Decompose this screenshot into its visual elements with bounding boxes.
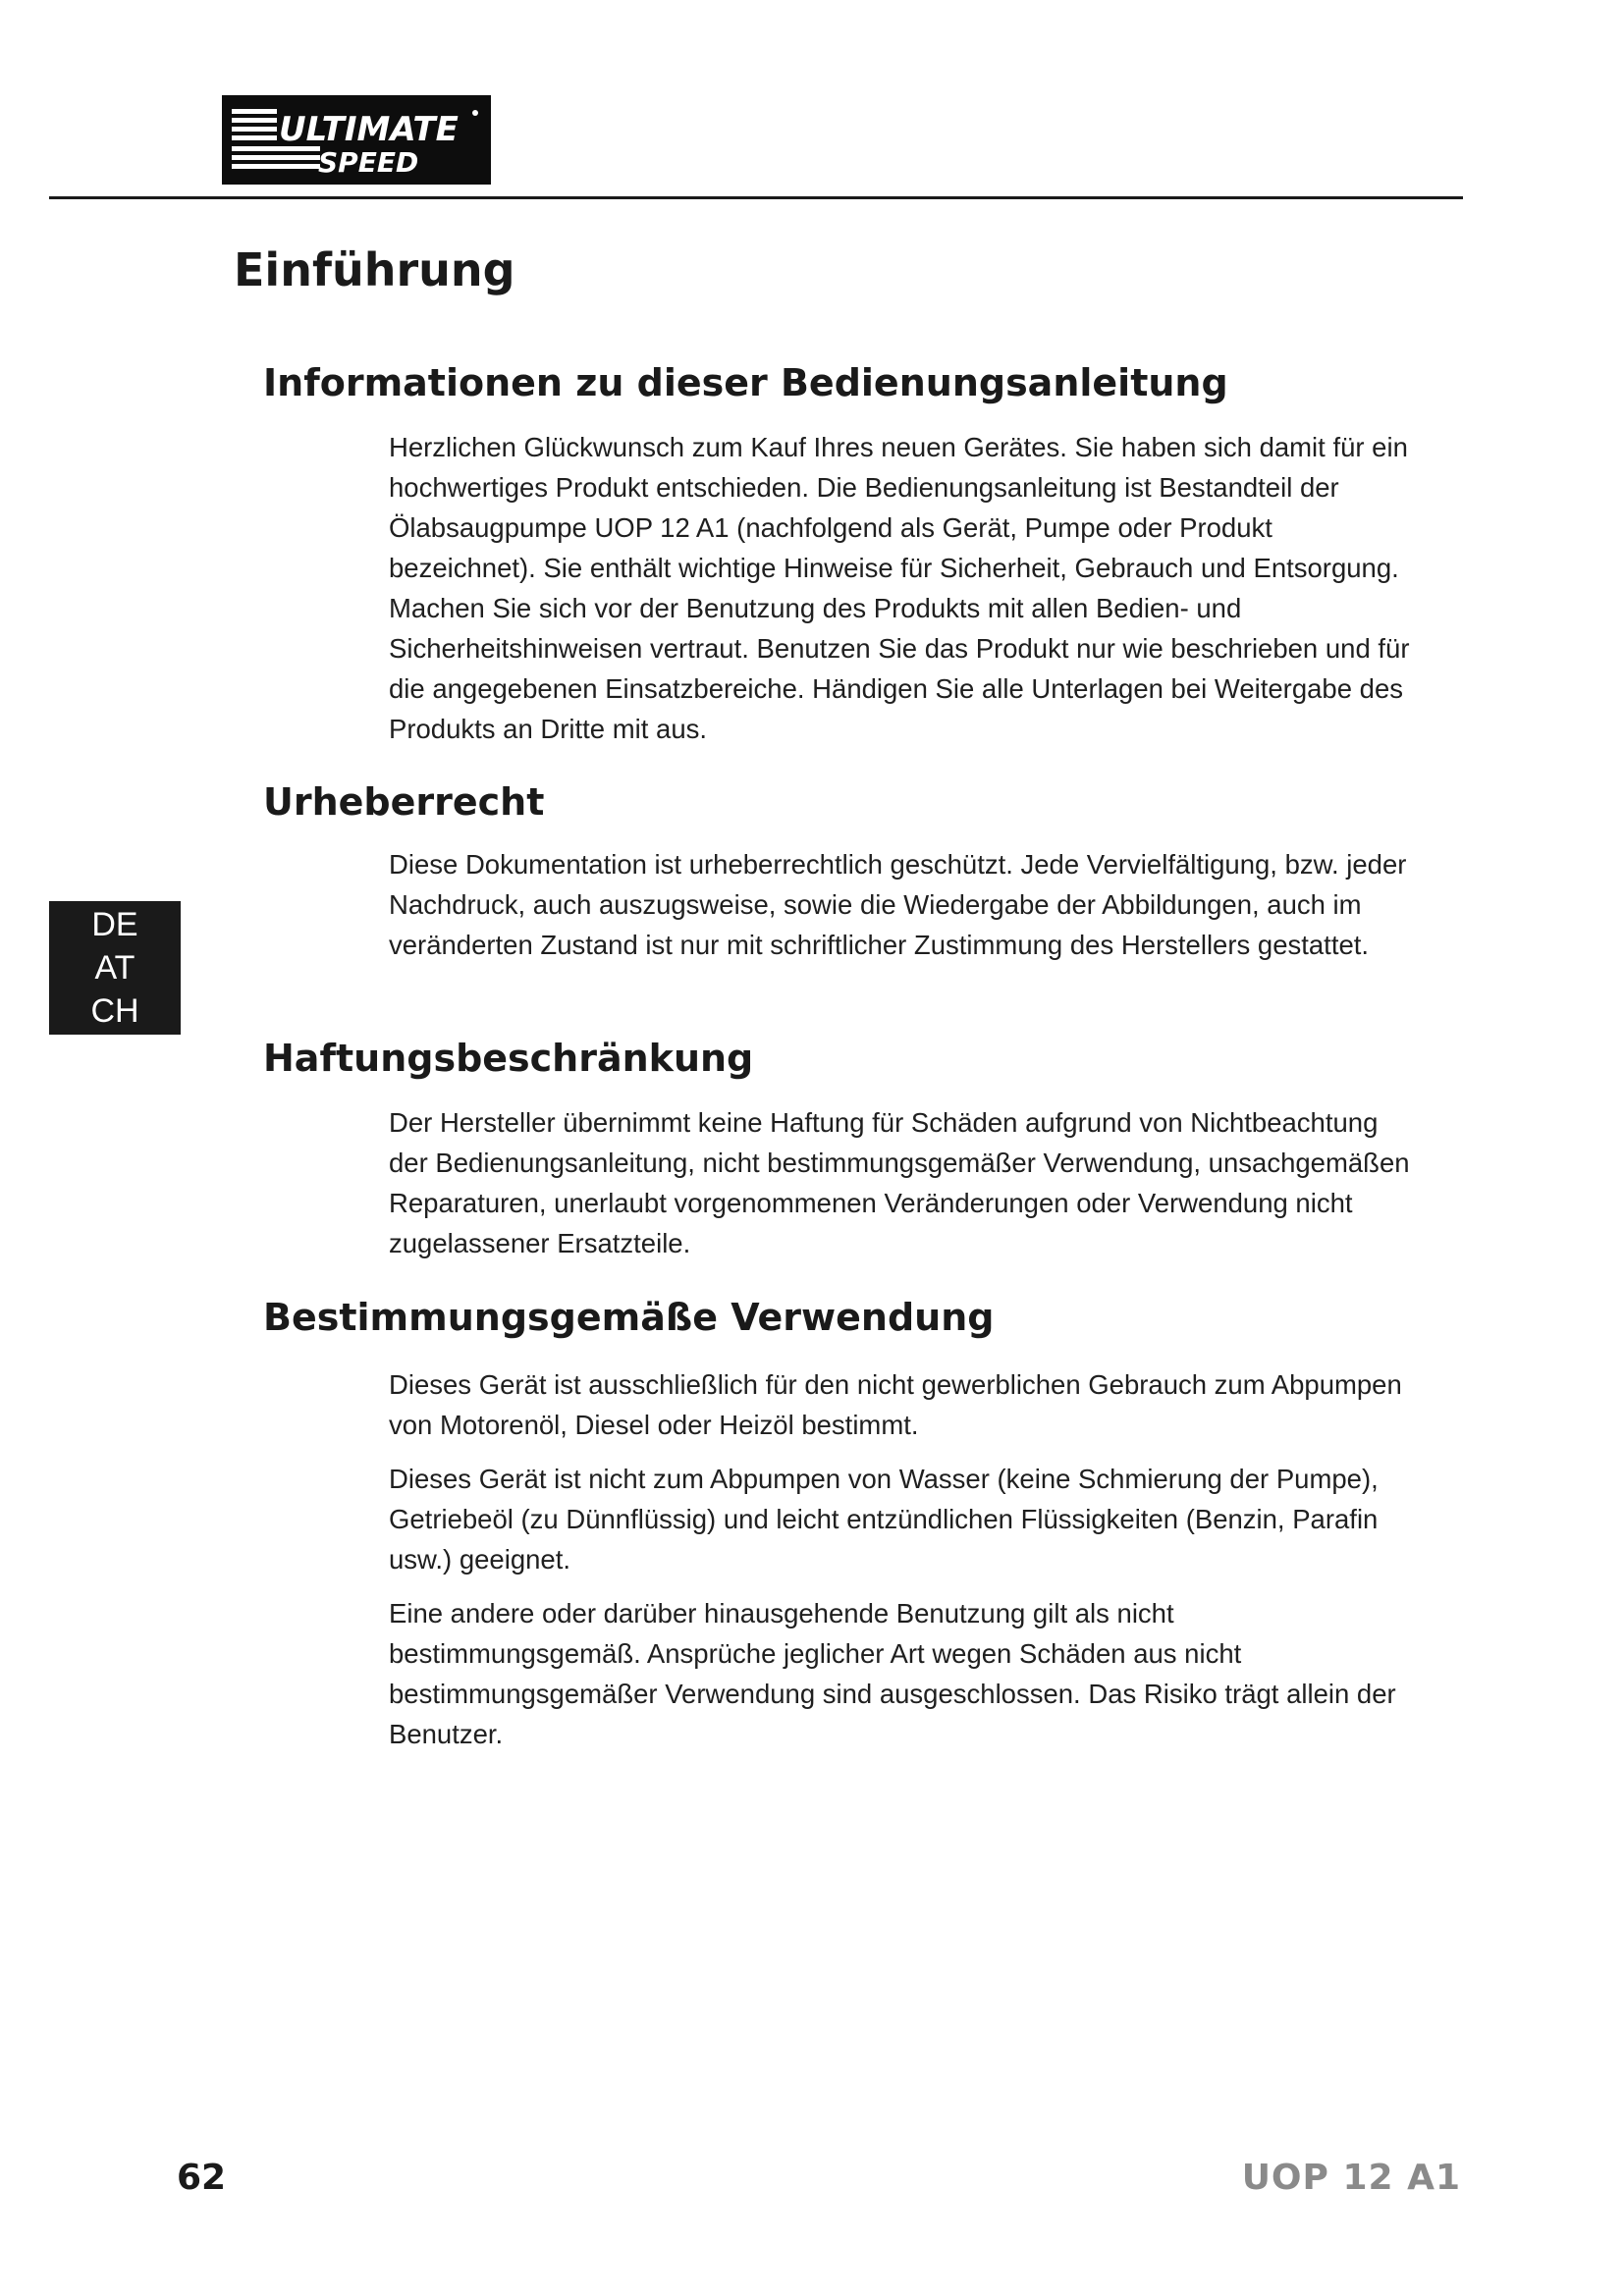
- header-rule: [49, 196, 1463, 199]
- paragraph: Dieses Gerät ist ausschließlich für den nicht gewerblichen Gebrauch zum Abpumpen von Motorenöl, Diesel oder Heizöl bestimmt.: [389, 1369, 1402, 1440]
- section-body-urheberrecht: [389, 844, 1410, 965]
- section-body-informationen: [389, 427, 1410, 749]
- svg-text:SPEED: SPEED: [318, 146, 419, 179]
- section-heading-informationen: Informationen zu dieser Bedienungsanleitung: [263, 361, 1228, 404]
- section-heading-urheberrecht: Urheberrecht: [263, 780, 545, 824]
- language-tab: [49, 901, 181, 1035]
- paragraph: Eine andere oder darüber hinausgehende Benutzung gilt als nicht bestimmungsgemäß. Ansprüche jeglicher Art wegen Schäden aus nicht bestimmungsgemäßer Verwendung sind ausgeschlossen. Das Risiko trägt allein der Benutzer.: [389, 1598, 1396, 1749]
- brand-logo: [222, 95, 491, 185]
- language-code-de: DE: [91, 906, 138, 943]
- svg-text:ULTIMATE: ULTIMATE: [279, 110, 459, 149]
- page-title: Einführung: [234, 243, 515, 296]
- model-name: UOP 12 A1: [1241, 2158, 1461, 2198]
- page-number: 62: [177, 2158, 227, 2198]
- paragraph: Herzlichen Glückwunsch zum Kauf Ihres neuen Gerätes. Sie haben sich damit für ein hochwertiges Produkt entschieden. Die Bedienungsanleitung ist Bestandteil der Ölabsaugpumpe UOP 12 A1 (nachfolgend als Gerät, Pumpe oder Produkt bezeichnet). Sie enthält wichtige Hinweise für Sicherheit, Gebrauch und Entsorgung. Machen Sie sich vor der Benutzung des Produkts mit allen Bedien- und Sicherheitshinweisen vertraut. Benutzen Sie das Produkt nur wie beschrieben und für die angegebenen Einsatzbereiche. Händigen Sie alle Unterlagen bei Weitergabe des Produkts an Dritte mit aus.: [389, 432, 1410, 744]
- section-body-verwendung: [389, 1364, 1410, 1754]
- language-code-at: AT: [94, 949, 135, 987]
- paragraph: Der Hersteller übernimmt keine Haftung für Schäden aufgrund von Nichtbeachtung der Bedienungsanleitung, nicht bestimmungsgemäßer Verwendung, unsachgemäßen Reparaturen, unerlaubt vorgenommenen Veränderungen oder Verwendung nicht zugelassener Ersatzteile.: [389, 1107, 1410, 1258]
- section-body-haftung: [389, 1102, 1410, 1263]
- paragraph: Dieses Gerät ist nicht zum Abpumpen von Wasser (keine Schmierung der Pumpe), Getriebeöl (zu Dünnflüssig) und leicht entzündlichen Flüssigkeiten (Benzin, Parafin usw.) geeignet.: [389, 1464, 1379, 1575]
- language-code-ch: CH: [90, 992, 139, 1030]
- section-heading-verwendung: Bestimmungsgemäße Verwendung: [263, 1296, 995, 1339]
- paragraph: Diese Dokumentation ist urheberrechtlich geschützt. Jede Vervielfältigung, bzw. jeder Nachdruck, auch auszugsweise, sowie die Wiedergabe der Abbildungen, auch im veränderten Zustand ist nur mit schriftlicher Zustimmung des Herstellers gestattet.: [389, 849, 1407, 960]
- section-heading-haftung: Haftungsbeschränkung: [263, 1037, 754, 1080]
